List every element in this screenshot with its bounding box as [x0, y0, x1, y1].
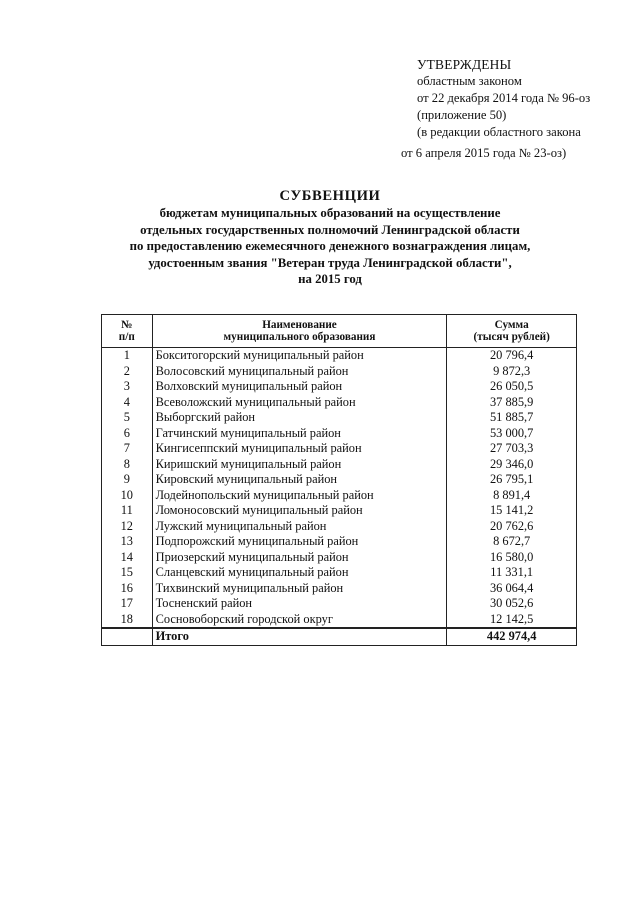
table-row [102, 581, 577, 597]
row-sum: 11 331,1 [447, 565, 577, 581]
title-line: отдельных государственных полномочий Ленинградской области [140, 222, 520, 237]
row-name: Гатчинский муниципальный район [152, 426, 447, 442]
table-row [102, 612, 577, 629]
row-sum: 29 346,0 [447, 457, 577, 473]
row-number: 3 [102, 379, 153, 395]
row-sum: 36 064,4 [447, 581, 577, 597]
header-sum-line: Сумма [494, 318, 529, 331]
row-sum: 20 762,6 [447, 519, 577, 535]
header-name [152, 315, 447, 348]
row-name: Киришский муниципальный район [152, 457, 447, 473]
total-sum: 442 974,4 [447, 628, 577, 645]
row-number: 14 [102, 550, 153, 566]
row-sum: 8 672,7 [447, 534, 577, 550]
table-row [102, 426, 577, 442]
header-num-line: п/п [118, 331, 135, 343]
row-number: 13 [102, 534, 153, 550]
header-name-line: муниципального образования [223, 331, 376, 343]
row-sum: 16 580,0 [447, 550, 577, 566]
row-name: Подпорожский муниципальный район [152, 534, 447, 550]
table-header-row [102, 315, 577, 348]
subsidies-table [101, 314, 577, 646]
row-sum: 9 872,3 [447, 364, 577, 380]
table-row [102, 565, 577, 581]
table-row [102, 395, 577, 411]
table-row [102, 550, 577, 566]
title-line: бюджетам муниципальных образований на осуществление [159, 206, 501, 220]
header-sum [447, 315, 577, 348]
table-row [102, 488, 577, 504]
table-row [102, 441, 577, 457]
row-name: Лужский муниципальный район [152, 519, 447, 535]
row-number: 4 [102, 395, 153, 411]
row-sum: 26 795,1 [447, 472, 577, 488]
table-row [102, 503, 577, 519]
row-sum: 20 796,4 [447, 348, 577, 364]
approval-stamp [401, 56, 591, 162]
row-name: Ломоносовский муниципальный район [152, 503, 447, 519]
row-name: Бокситогорский муниципальный район [152, 348, 447, 364]
row-number: 16 [102, 581, 153, 597]
total-label: Итого [152, 628, 447, 645]
title-main: СУБВЕНЦИИ [279, 188, 381, 204]
approval-heading: УТВЕРЖДЕНЫ [417, 57, 512, 72]
table-row [102, 519, 577, 535]
row-name: Волосовский муниципальный район [152, 364, 447, 380]
row-name: Сосновоборский городской округ [152, 612, 447, 629]
row-number: 18 [102, 612, 153, 629]
row-number: 1 [102, 348, 153, 364]
row-number: 9 [102, 472, 153, 488]
row-number: 6 [102, 426, 153, 442]
table-row [102, 596, 577, 612]
row-number: 11 [102, 503, 153, 519]
title-line: на 2015 год [298, 272, 362, 287]
row-sum: 12 142,5 [447, 612, 577, 629]
row-name: Всеволожский муниципальный район [152, 395, 447, 411]
row-name: Тихвинский муниципальный район [152, 581, 447, 597]
approval-line: областным законом [417, 74, 522, 88]
header-sum-line: (тысяч рублей) [473, 331, 550, 343]
header-name-line: Наименование [262, 318, 337, 331]
row-number: 2 [102, 364, 153, 380]
row-number: 8 [102, 457, 153, 473]
table-row [102, 457, 577, 473]
approval-line: от 22 декабря 2014 года № 96-оз [417, 91, 591, 105]
row-sum: 8 891,4 [447, 488, 577, 504]
header-num [102, 315, 153, 348]
table-row [102, 472, 577, 488]
row-number: 17 [102, 596, 153, 612]
row-name: Тосненский район [152, 596, 447, 612]
row-name: Волховский муниципальный район [152, 379, 447, 395]
row-name: Приозерский муниципальный район [152, 550, 447, 566]
row-number: 15 [102, 565, 153, 581]
row-sum: 26 050,5 [447, 379, 577, 395]
approval-line: от 6 апреля 2015 года № 23-оз) [401, 146, 567, 160]
row-number: 7 [102, 441, 153, 457]
header-num-line: № [121, 318, 133, 331]
row-name: Кировский муниципальный район [152, 472, 447, 488]
row-sum: 15 141,2 [447, 503, 577, 519]
approval-line: (приложение 50) [417, 108, 507, 122]
row-sum: 37 885,9 [447, 395, 577, 411]
row-sum: 51 885,7 [447, 410, 577, 426]
row-sum: 27 703,3 [447, 441, 577, 457]
table-row [102, 379, 577, 395]
table-row [102, 410, 577, 426]
row-sum: 30 052,6 [447, 596, 577, 612]
row-number: 10 [102, 488, 153, 504]
title-line: по предоставлению ежемесячного денежного вознаграждения лицам, [129, 239, 531, 254]
document-title [0, 187, 640, 288]
table-row [102, 348, 577, 364]
table-row [102, 364, 577, 380]
row-name: Лодейнопольский муниципальный район [152, 488, 447, 504]
row-name: Кингисеппский муниципальный район [152, 441, 447, 457]
row-number: 12 [102, 519, 153, 535]
row-number: 5 [102, 410, 153, 426]
table-body [102, 348, 577, 629]
row-name: Сланцевский муниципальный район [152, 565, 447, 581]
row-name: Выборгский район [152, 410, 447, 426]
table-row [102, 534, 577, 550]
approval-line: (в редакции областного закона [417, 125, 581, 139]
title-line: удостоенным звания "Ветеран труда Ленинградской области", [148, 255, 512, 270]
total-row [102, 628, 577, 645]
row-sum: 53 000,7 [447, 426, 577, 442]
total-num-cell [102, 628, 153, 645]
